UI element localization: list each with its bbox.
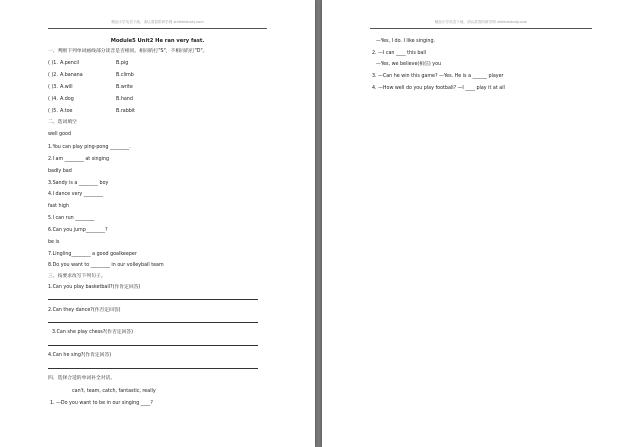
page-header-text: 精品小学英语下载，请认准智阶研学网 zhiletestudy.com: [434, 20, 528, 24]
fill-sentence-7: 7.Lingling________ a good goalkeeper: [48, 252, 137, 257]
word-choice-2: badly bad: [48, 169, 72, 174]
answer-line: [48, 322, 258, 323]
rewrite-question-1: 1.Can you play basketball?(作肯定回答): [48, 285, 141, 290]
fill-sentence-6: 6.Can you jump________?: [48, 228, 108, 233]
word-choice-4: be is: [48, 240, 60, 245]
word-bank: can't, team, catch, fantastic, really: [72, 389, 156, 394]
q1-item-b: B.rabbit: [116, 109, 136, 114]
q1-item-number: ( )3.: [48, 85, 58, 90]
q1-item-a: A.dog: [60, 97, 74, 102]
rewrite-question-3: 3.Can she play chess?(作否定回答): [52, 330, 134, 335]
dialogue-line: 4. —How well do you play football? —I ____ play it at all: [372, 86, 505, 91]
rewrite-question-2: 2.Can they dance?(作否定回答): [48, 308, 121, 313]
q1-item-b: B.climb: [116, 73, 134, 78]
fill-sentence-3: 3.Sandy is a ________ boy: [48, 181, 109, 186]
q1-item-number: ( )5.: [48, 109, 58, 114]
worksheet-title: Module5 Unit2 He ran very fast.: [110, 38, 205, 44]
fill-sentence-4: 4.I dance very ________: [48, 192, 103, 197]
q1-item-number: ( )2.: [48, 73, 58, 78]
section-4-instruction: 四、选择合适的单词补全对话。: [48, 376, 116, 381]
dialogue-line: —Yes, I do. I like singing.: [376, 39, 436, 44]
q1-item-number: ( )1.: [48, 61, 58, 66]
answer-line: [48, 299, 258, 300]
dialogue-line: 2. —I can ____ this ball: [372, 51, 427, 56]
fill-sentence-1: 1.You can play ping-pong ________.: [48, 145, 131, 150]
dialogue-line: 3. —Can he win this game? —Yes. He is a ______ player: [372, 74, 504, 79]
header-rule: [48, 28, 267, 29]
fill-sentence-8: 8.Do you want to ________ in our volleyball team: [48, 263, 164, 268]
document-page-right: [322, 0, 640, 447]
q1-item-a: A.will: [60, 85, 73, 90]
section-1-instruction: 一、判断下列单词画线部分读音是否相同。相同的打"S"，不相同的打"D"。: [48, 49, 208, 54]
answer-line: [48, 345, 258, 346]
section-3-instruction: 三、按要求改写下列句子。: [48, 274, 106, 279]
fill-sentence-2: 2.I am ________ at singing: [48, 157, 110, 162]
fill-sentence-5: 5.I can run ________: [48, 216, 95, 221]
q1-item-b: B.write: [116, 85, 133, 90]
q1-item-a: A.toe: [60, 109, 73, 114]
answer-line: [48, 368, 258, 369]
q1-item-a: A.pencil: [60, 61, 80, 66]
document-page-left: [0, 0, 315, 447]
q1-item-a: A.banana: [60, 73, 83, 78]
q1-item-b: B.hand: [116, 97, 133, 102]
q1-item-number: ( )4.: [48, 97, 58, 102]
word-choice-3: fast high: [48, 204, 69, 209]
rewrite-question-4: 4.Can he sing?(作肯定回答): [48, 353, 112, 358]
dialogue-line-1: 1. —Do you want to be in our singing ____?: [50, 401, 153, 406]
header-rule: [370, 28, 592, 29]
q1-item-b: B.pig: [116, 61, 129, 66]
word-choice-1: well good: [48, 132, 72, 137]
page-header-text: 精品小学英语下载，请认准智阶研学网 zhiletestudy.com: [111, 20, 204, 24]
section-2-instruction: 二、选词填空: [48, 120, 77, 125]
dialogue-line: —Yes, we believe(相信) you: [376, 62, 442, 67]
